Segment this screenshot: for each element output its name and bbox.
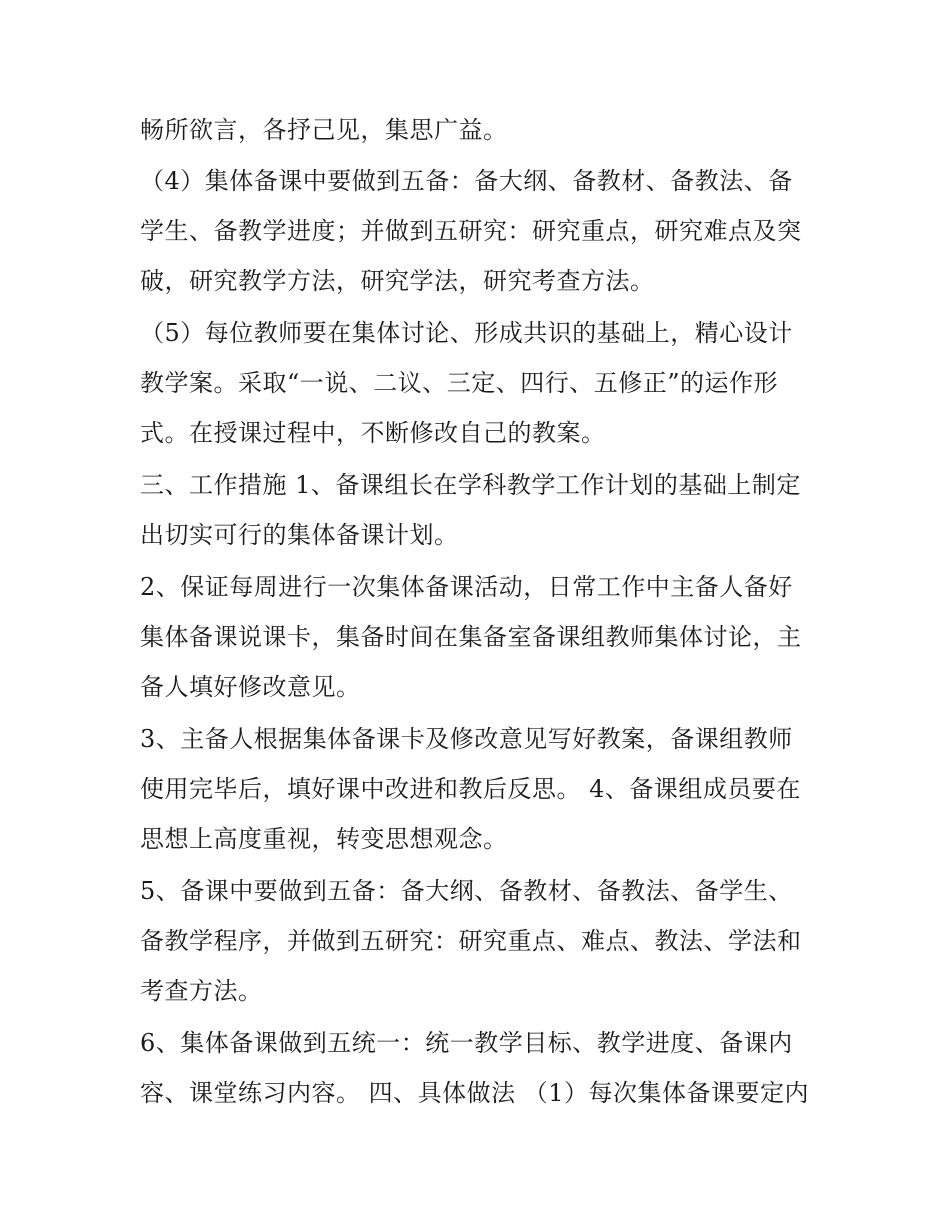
text-line: 备教学程序，并做到五研究：研究重点、难点、教法、学法和 (140, 927, 802, 955)
text-line: 备人填好修改意见。 (140, 673, 361, 701)
text-line: 3、主备人根据集体备课卡及修改意见写好教案，备课组教师 (140, 725, 793, 753)
text-line: 容、课堂练习内容。 四、具体做法 （1）每次集体备课要定内 (140, 1079, 810, 1107)
text-line: 畅所欲言，各抒己见，集思广益。 (140, 116, 508, 144)
text-line: 6、集体备课做到五统一：统一教学目标、教学进度、备课内 (140, 1029, 793, 1057)
text-line: 思想上高度重视，转变思想观念。 (140, 825, 508, 853)
text-line: 破，研究教学方法，研究学法，研究考查方法。 (140, 267, 655, 295)
text-line: 三、工作措施 1、备课组长在学科教学工作计划的基础上制定 (140, 471, 801, 499)
text-line: 集体备课说课卡，集备时间在集备室备课组教师集体讨论，主 (140, 623, 802, 651)
text-line: 考查方法。 (140, 977, 263, 1005)
text-line: 式。在授课过程中，不断修改自己的教案。 (140, 419, 606, 447)
text-line: 使用完毕后，填好课中改进和教后反思。 4、备课组成员要在 (140, 775, 801, 803)
text-line: 5、备课中要做到五备：备大纲、备教材、备教法、备学生、 (140, 877, 793, 905)
text-line: 教学案。采取“一说、二议、三定、四行、五修正”的运作形 (140, 369, 779, 397)
text-line: （5）每位教师要在集体讨论、形成共识的基础上，精心设计 (140, 319, 793, 347)
text-line: （4）集体备课中要做到五备：备大纲、备教材、备教法、备 (140, 167, 793, 195)
text-line: 学生、备教学进度；并做到五研究：研究重点，研究难点及突 (140, 217, 802, 245)
text-line: 出切实可行的集体备课计划。 (140, 521, 459, 549)
text-line: 2、保证每周进行一次集体备课活动，日常工作中主备人备好 (140, 573, 793, 601)
